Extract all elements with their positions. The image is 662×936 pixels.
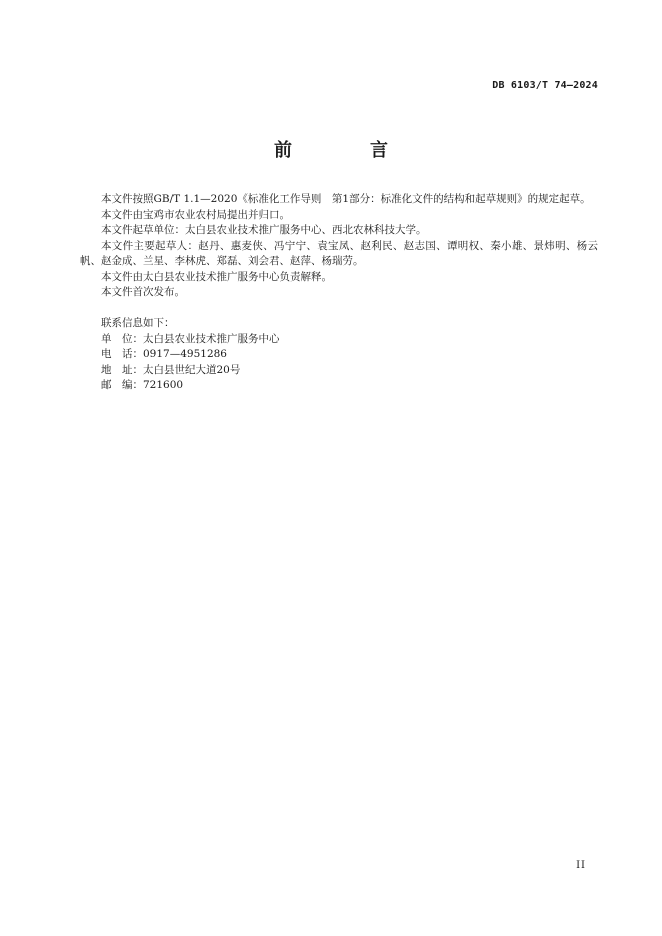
contact-unit-row [80,332,598,348]
spacer [80,301,598,317]
contact-postcode-row [80,378,598,394]
contact-phone-value: 0917—4951286 [143,348,227,360]
contact-unit-value: 太白县农业技术推广服务中心 [143,332,280,345]
page-title: 前 言 [274,140,418,161]
paragraph-drafting-units: 本文件起草单位：太白县农业技术推广服务中心、西北农林科技大学。 [101,224,427,236]
contact-address-label: 地 址： [101,363,143,376]
page-number: II [576,860,586,871]
contact-postcode-label: 邮 编： [101,379,143,391]
standard-number: DB 6103/T 74—2024 [492,80,598,91]
paragraph-proposer: 本文件由宝鸡市农业农村局提出并归口。 [101,208,290,221]
contact-unit-label: 单 位： [101,332,143,345]
contact-phone-row [80,347,598,363]
paragraph-first-release: 本文件首次发布。 [101,286,185,298]
paragraph-drafting-rules: 本文件按照GB/T 1.1—2020《标准化工作导则 第1部分：标准化文件的结构和起草规则》的规定起草。 [101,193,591,205]
paragraph-interpretation: 本文件由太白县农业技术推广服务中心负责解释。 [101,270,332,283]
paragraph-drafters: 本文件主要起草人：赵丹、惠麦侠、冯宁宁、袁宝凤、赵利民、赵志国、谭明权、秦小雄、景炜明、杨云帆、赵金成、兰星、李林虎、郑磊、刘会君、赵萍、杨瑞劳。 [80,239,598,267]
contact-heading: 联系信息如下： [101,317,175,329]
foreword-body [80,192,598,394]
contact-address-row [80,363,598,379]
contact-phone-label: 电 话： [101,348,143,360]
contact-address-value: 太白县世纪大道20号 [143,363,241,376]
contact-postcode-value: 721600 [143,379,184,391]
